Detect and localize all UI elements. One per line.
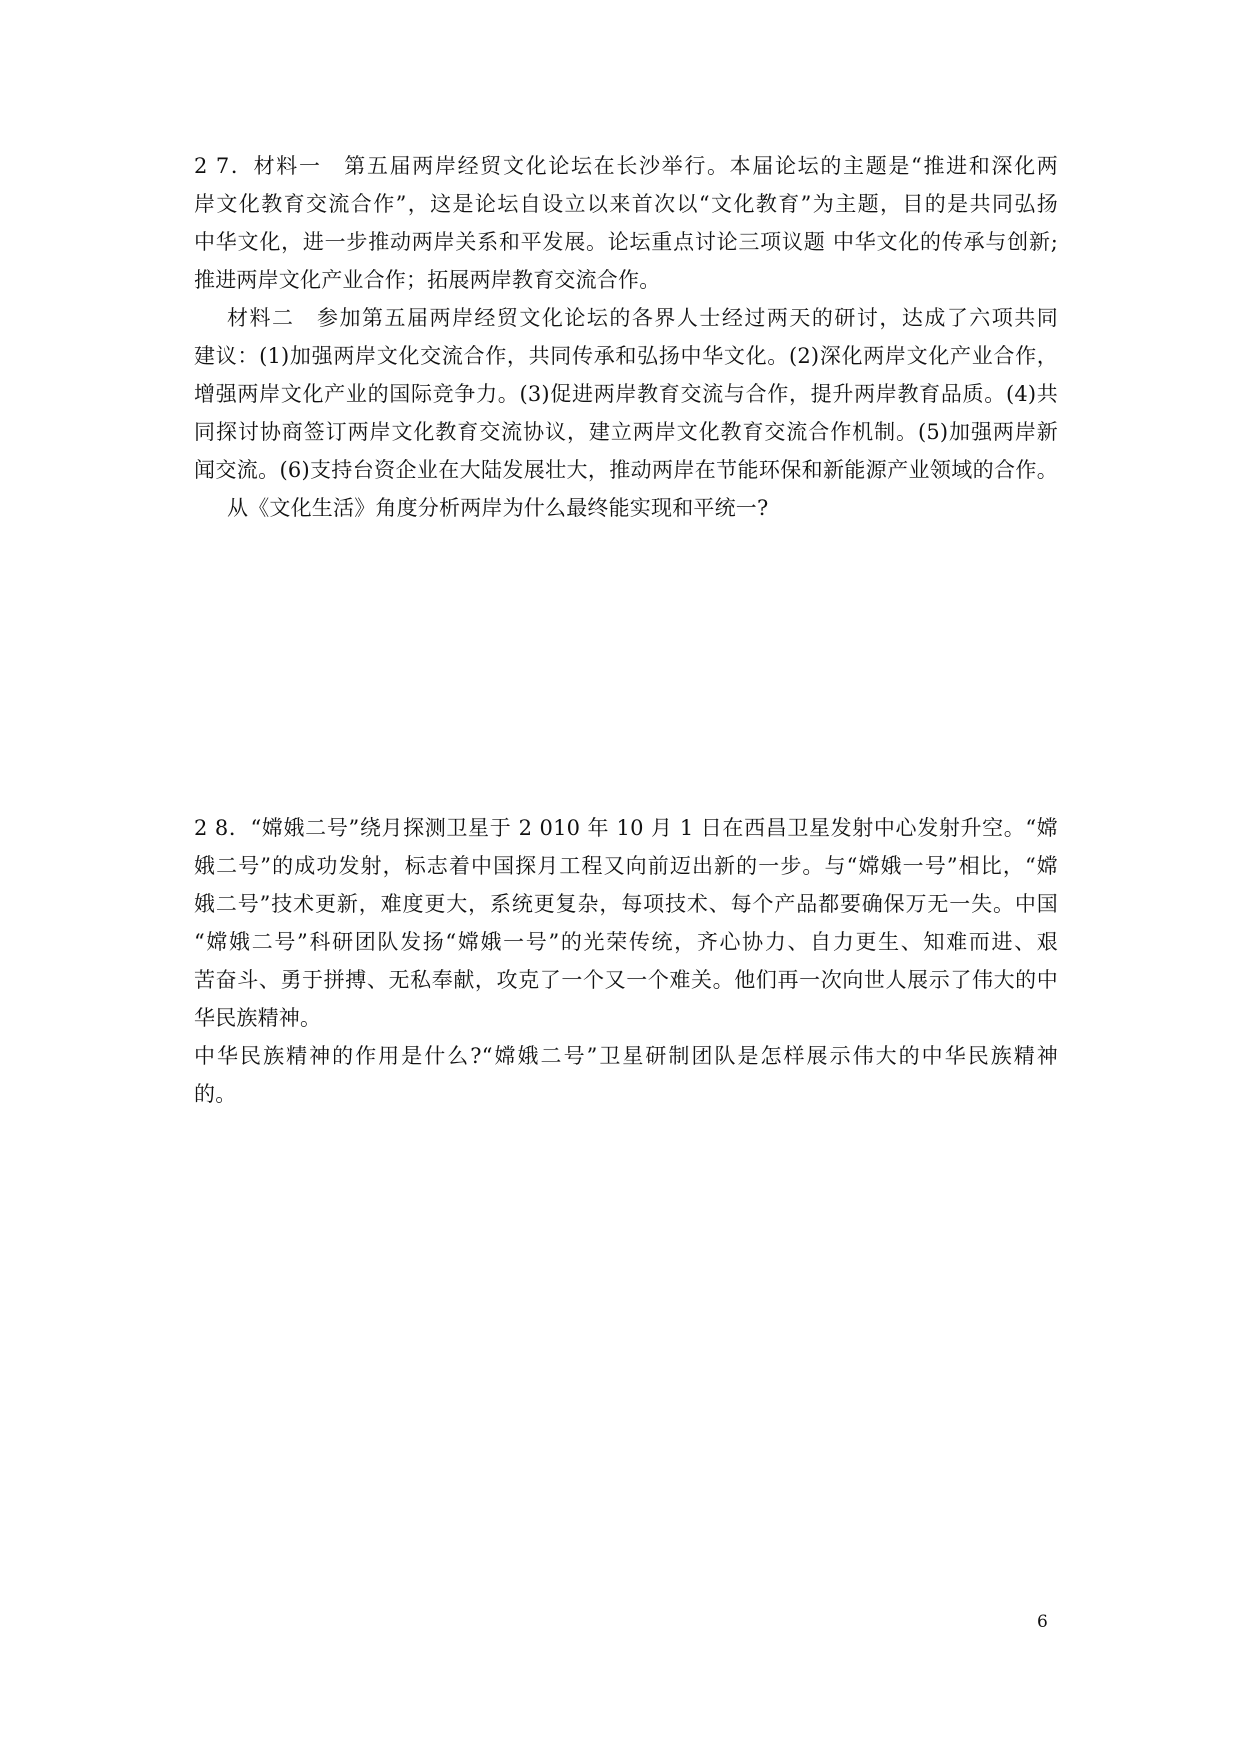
q28-line-2: 娥二号”的成功发射，标志着中国探月工程又向前迈出新的一步。与“嫦娥一号”相比，“嫦 (194, 854, 1058, 878)
q28-question-line-1: 中华民族精神的作用是什么?“嫦娥二号”卫星研制团队是怎样展示伟大的中华民族精神 (194, 1044, 1058, 1068)
q27-line-2: 岸文化教育交流合作”，这是论坛自设立以来首次以“文化教育”为主题，目的是共同弘扬 (194, 192, 1058, 216)
q28-line-3: 娥二号”技术更新，难度更大，系统更复杂，每项技术、每个产品都要确保万无一失。中国 (194, 892, 1058, 916)
q27-material2-line-2: 建议：(1)加强两岸文化交流合作，共同传承和弘扬中华文化。(2)深化两岸文化产业合作， (194, 344, 1058, 368)
q28-line-6: 华民族精神。 (194, 1006, 322, 1030)
question-27 (194, 147, 1058, 547)
q28-line-5: 苦奋斗、勇于拼搏、无私奉献，攻克了一个又一个难关。他们再一次向世人展示了伟大的中 (194, 968, 1058, 992)
q27-line-1: 2 7．材料一 第五届两岸经贸文化论坛在长沙举行。本届论坛的主题是“推进和深化两 (194, 154, 1058, 178)
page-number: 6 (1037, 1612, 1048, 1632)
q28-line-1: 2 8．“嫦娥二号”绕月探测卫星于 2 010 年 10 月 1 日在西昌卫星发射中心发射升空。“嫦 (194, 816, 1058, 840)
q27-line-3: 中华文化，进一步推动两岸关系和平发展。论坛重点讨论三项议题 中华文化的传承与创新; (194, 230, 1058, 254)
q27-material2-line-4: 同探讨协商签订两岸文化教育交流协议，建立两岸文化教育交流合作机制。(5)加强两岸新 (194, 420, 1058, 444)
q27-material2-line-3: 增强两岸文化产业的国际竞争力。(3)促进两岸教育交流与合作，提升两岸教育品质。(4)共 (194, 382, 1058, 406)
q27-material2-line-5: 闻交流。(6)支持台资企业在大陆发展壮大，推动两岸在节能环保和新能源产业领域的合作。 (194, 458, 1058, 482)
q28-question-line-2: 的。 (194, 1082, 237, 1106)
q27-material2-line-1: 材料二 参加第五届两岸经贸文化论坛的各界人士经过两天的研讨，达成了六项共同 (227, 306, 1058, 330)
q27-line-4: 推进两岸文化产业合作；拓展两岸教育交流合作。 (194, 268, 661, 292)
q28-line-4: “嫦娥二号”科研团队发扬“嫦娥一号”的光荣传统，齐心协力、自力更生、知难而进、艰 (194, 930, 1058, 954)
q27-question-line: 从《文化生活》角度分析两岸为什么最终能实现和平统一? (227, 496, 769, 520)
question-28 (194, 809, 1058, 1139)
